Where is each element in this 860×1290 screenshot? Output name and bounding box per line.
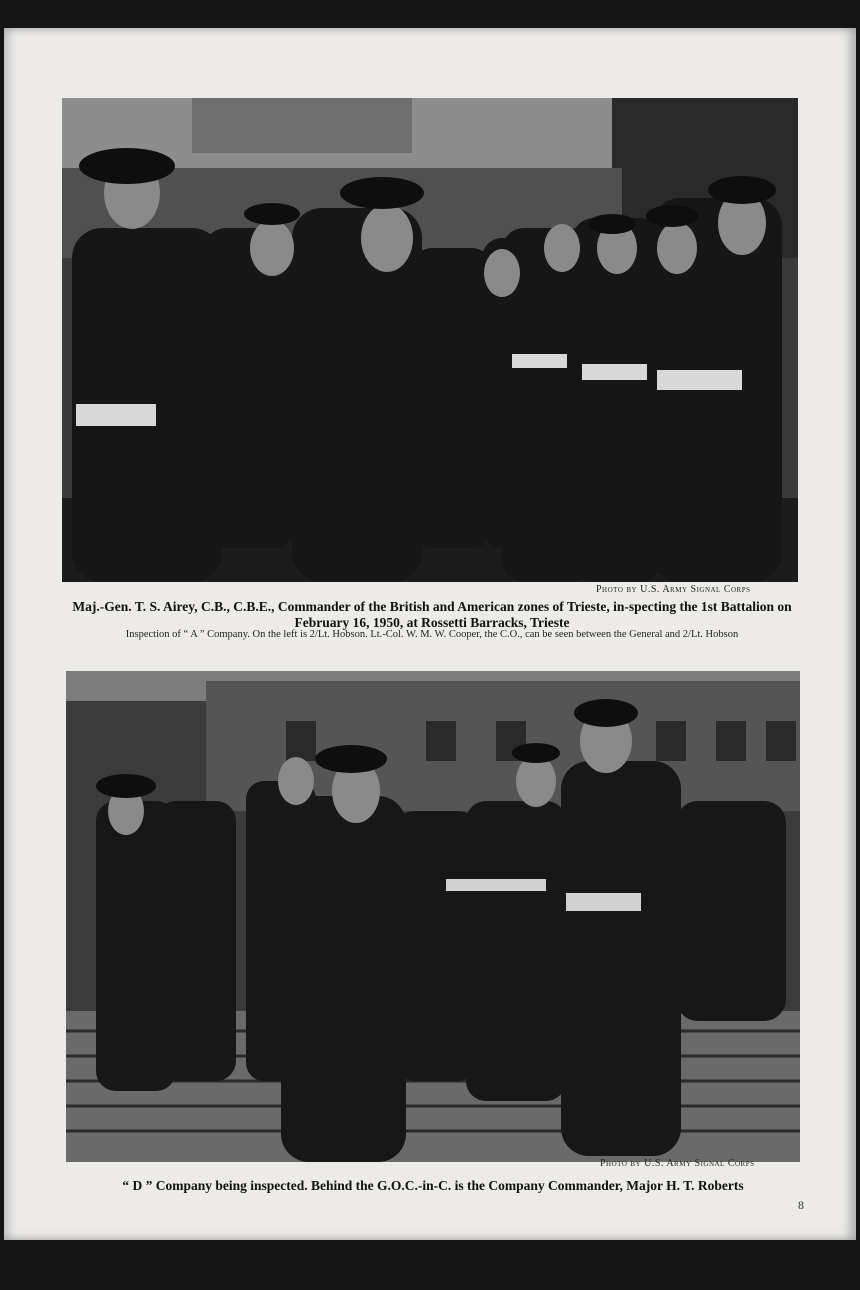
photo-caption-detail: Inspection of “ A ” Company. On the left is 2/Lt. Hobson. Lt.-Col. W. M. W. Cooper, the C.O., can be seen between the General and 2/Lt. Hobson <box>125 629 739 640</box>
photo-2-illustration <box>66 671 800 1162</box>
photo-caption-title: “ D ” Company being inspected. Behind the G.O.C.-in-C. is the Company Commander, Major H. T. Roberts <box>122 1178 744 1193</box>
photo-1-illustration <box>62 98 798 582</box>
photo-credit: Photo by U.S. Army Signal Corps <box>596 584 751 595</box>
photo-caption-title: Maj.-Gen. T. S. Airey, C.B., C.B.E., Commander of the British and American zones of Trieste, in-specting the 1st Battalion on February 16, 1950, at Rossetti Barracks, Trieste <box>72 599 792 630</box>
photo-inspection-d-company <box>66 671 800 1162</box>
photo-inspection-a-company <box>62 98 798 582</box>
magazine-page <box>4 28 856 1240</box>
photo-credit: Photo by U.S. Army Signal Corps <box>600 1158 755 1169</box>
page-number: 8 <box>798 1198 804 1212</box>
